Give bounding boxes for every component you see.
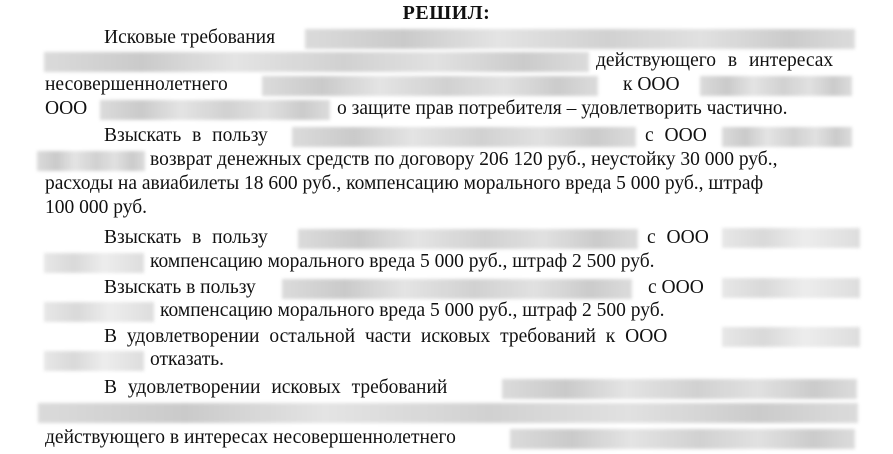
redacted-minor-name	[262, 76, 598, 96]
from-company-text: с ООО	[647, 227, 709, 248]
refund-and-penalty-text: возврат денежных средств по договору 206 120 руб., неустойку 30 000 руб.,	[150, 149, 778, 170]
redacted-recipient-name	[292, 127, 636, 147]
redacted-company-name	[722, 127, 852, 147]
redacted-company-name-continued	[37, 151, 145, 171]
moral-damage-text: компенсацию морального вреда 5 000 руб., штраф 2 500 руб.	[150, 251, 655, 272]
from-company-text: с ООО	[645, 125, 707, 146]
redacted-recipient-name	[298, 229, 638, 249]
refused-text: отказать.	[150, 349, 224, 370]
redacted-representative-name	[44, 52, 589, 72]
recover-in-favor-text: Взыскать в пользу	[104, 125, 268, 146]
recover-in-favor-text: Взыскать в пользу	[104, 277, 256, 298]
expenses-text: расходы на авиабилеты 18 600 руб., компенсацию морального вреда 5 000 руб., штраф	[45, 173, 764, 194]
redacted-company-name	[722, 228, 860, 248]
redacted-company-name-continued	[44, 253, 144, 273]
claim-intro-text: Исковые требования	[104, 27, 276, 48]
defendant-prefix-text: к ООО	[623, 74, 680, 95]
recover-in-favor-text: Взыскать в пользу	[104, 227, 268, 248]
redacted-plaintiff-name	[305, 29, 855, 49]
redacted-claimant-name	[502, 379, 857, 399]
fine-amount-text: 100 000 руб.	[45, 197, 148, 218]
denial-claims-text: В удовлетворении исковых требований	[104, 377, 448, 398]
redacted-minor-name	[510, 429, 855, 449]
redacted-company-name	[700, 76, 852, 96]
redacted-second-company-name	[100, 100, 330, 120]
redacted-full-line	[38, 403, 858, 423]
minor-label-text: несовершеннолетнего	[45, 74, 228, 95]
denial-remaining-claims-text: В удовлетворении остальной части исковых требований к ООО	[104, 326, 668, 347]
moral-damage-text: компенсацию морального вреда 5 000 руб., штраф 2 500 руб.	[160, 300, 665, 321]
decision-heading: РЕШИЛ:	[402, 2, 491, 24]
redacted-recipient-name	[282, 279, 632, 299]
redacted-company-name-continued	[44, 351, 144, 371]
redacted-company-name	[722, 278, 860, 298]
redacted-company-name-continued	[44, 302, 154, 322]
acting-on-behalf-text: действующего в интересах	[596, 50, 834, 71]
claim-result-text: о защите прав потребителя – удовлетворить частично.	[337, 98, 788, 119]
acting-for-minor-text: действующего в интересах несовершеннолетнего	[45, 427, 456, 448]
from-company-text: с ООО	[648, 277, 704, 298]
redacted-company-name	[722, 327, 860, 347]
second-defendant-prefix-text: ООО	[45, 98, 88, 119]
